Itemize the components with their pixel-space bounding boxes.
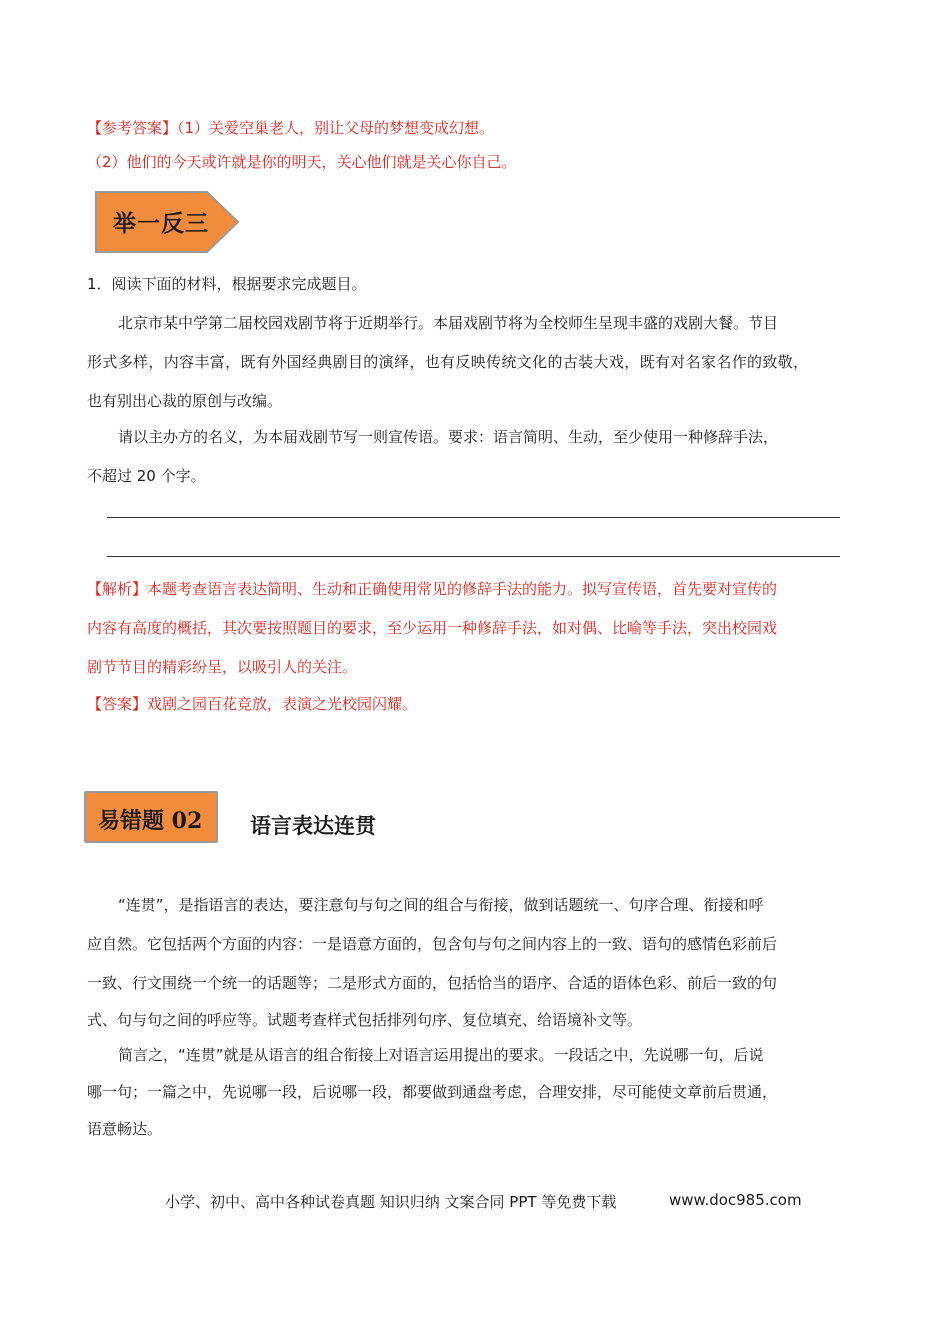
material-line-3: 也有别出心裁的原创与改编。 xyxy=(87,392,283,410)
body-p2-line-3: 语意畅达。 xyxy=(87,1120,163,1138)
analysis-line-1: 【解析】本题考查语言表达简明、生动和正确使用常见的修辞手法的能力。拟写宣传语，首先要对宣传的 xyxy=(87,580,778,598)
body-p1-line-2: 应自然。它包括两个方面的内容：一是语意方面的，包含句与句之间内容上的一致、语句的感情色彩前后 xyxy=(87,935,778,953)
analysis-line-2: 内容有高度的概括，其次要按照题目的要求，至少运用一种修辞手法，如对偶、比喻等手法，突出校园戏 xyxy=(87,619,778,637)
example-badge-label: 举一反三 xyxy=(113,210,209,237)
section-badge-label: 易错题 02 xyxy=(98,808,203,834)
body-p2-line-1: 简言之，“连贯”就是从语言的组合衔接上对语言运用提出的要求。一段话之中，先说哪一句，后说 xyxy=(118,1046,764,1064)
body-p1-line-3: 一致、行文围绕一个统一的话题等；二是形式方面的，包括恰当的语序、合适的语体色彩、前后一致的句 xyxy=(87,974,778,992)
reference-answer-text-1: （1）关爱空巢老人，别让父母的梦想变成幻想。 xyxy=(177,119,495,137)
footer-text: 小学、初中、高中各种试卷真题 知识归纳 文案合同 PPT 等免费下载 xyxy=(165,1193,617,1211)
task-line-2: 不超过 20 个字。 xyxy=(87,467,206,485)
example-badge xyxy=(95,191,240,253)
section-badge xyxy=(84,791,218,843)
section-title: 语言表达连贯 xyxy=(250,814,376,838)
reference-answer-line-2: （2）他们的今天或许就是你的明天，关心他们就是关心你自己。 xyxy=(87,153,517,171)
reference-answer-line-1 xyxy=(87,117,494,139)
answer-blank-line[interactable] xyxy=(107,556,840,557)
answer-line: 【答案】戏剧之园百花竞放，表演之光校园闪耀。 xyxy=(87,695,418,713)
body-p1-line-4: 式、句与句之间的呼应等。试题考查样式包括排列句序、复位填充、给语境补文等。 xyxy=(87,1011,643,1029)
answer-blank-line[interactable] xyxy=(107,517,840,518)
question-stem: 1．阅读下面的材料，根据要求完成题目。 xyxy=(87,275,367,293)
material-line-1: 北京市某中学第二届校园戏剧节将于近期举行。本届戏剧节将为全校师生呈现丰盛的戏剧大餐。节目 xyxy=(118,314,779,332)
analysis-line-3: 剧节节目的精彩纷呈，以吸引人的关注。 xyxy=(87,658,358,676)
body-p1-line-1: “连贯”，是指语言的表达，要注意句与句之间的组合与衔接，做到话题统一、句序合理、衔接和呼 xyxy=(118,896,764,914)
material-line-2: 形式多样，内容丰富，既有外国经典剧目的演绎，也有反映传统文化的古装大戏，既有对名家名作的致敬， xyxy=(87,353,809,371)
body-p2-line-2: 哪一句；一篇之中，先说哪一段，后说哪一段，都要做到通盘考虑，合理安排，尽可能使文章前后贯通， xyxy=(87,1083,778,1101)
task-line-1: 请以主办方的名义，为本届戏剧节写一则宣传语。要求：语言简明、生动，至少使用一种修辞手法， xyxy=(118,428,779,446)
footer-site-link[interactable]: www.doc985.com xyxy=(669,1191,802,1209)
reference-answer-label: 【参考答案】 xyxy=(87,119,178,137)
